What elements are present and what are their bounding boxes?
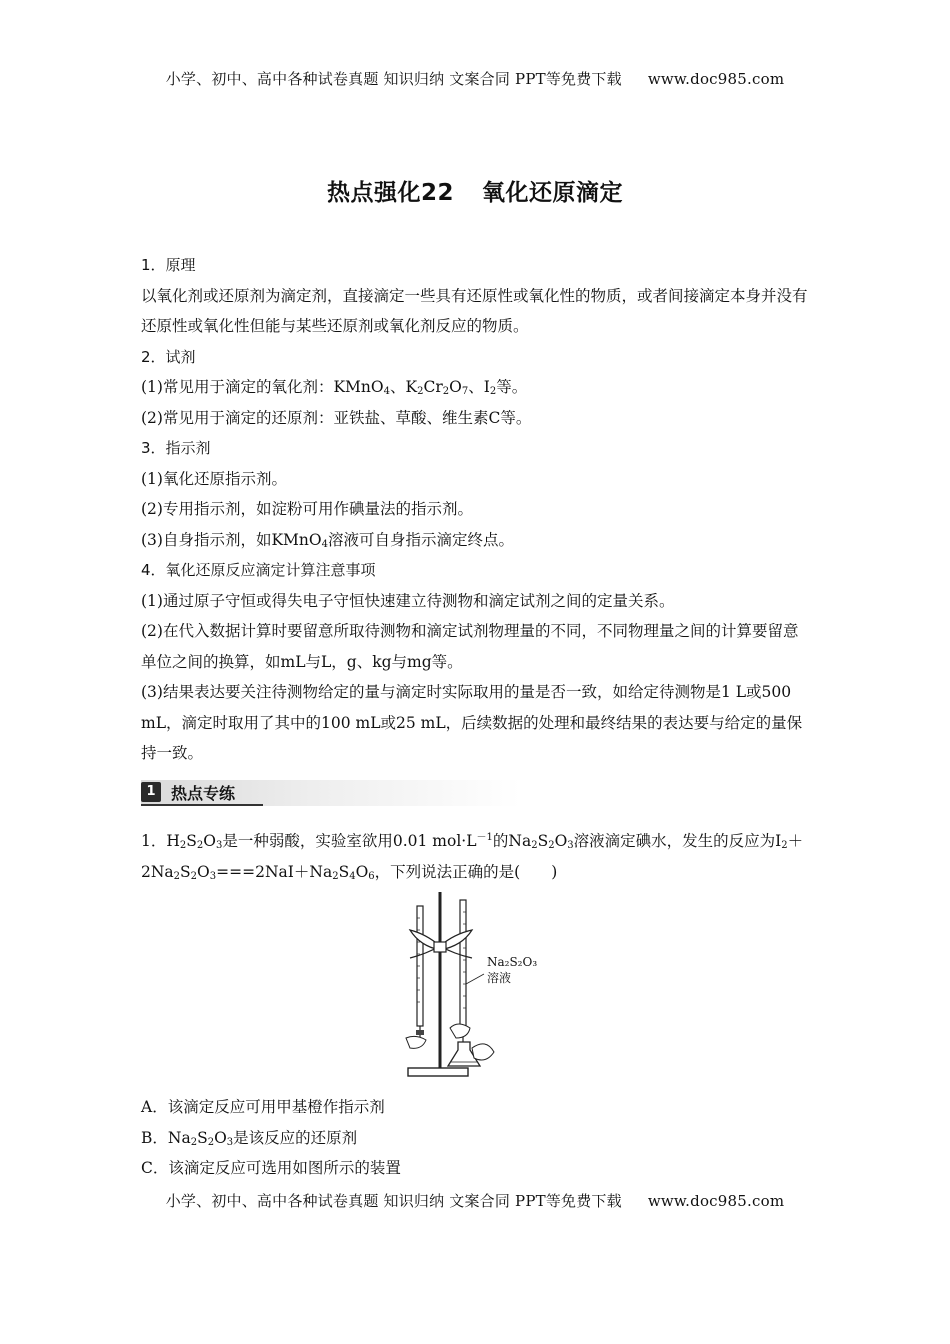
section-3-line-2: (2)专用指示剂，如淀粉可用作碘量法的指示剂。 xyxy=(141,500,473,518)
question-1-stem: 1．$H_2S_2O_3$是一种弱酸，实验室欲用0.01 $mol\cdot L^{-1}$的$Na_2S_2O_3$溶液滴定碘水，发生的反应为$I_2+2Na_2S_2O_3===2NaI+Na_2S_4O_6$，下列说法正确的是( ) xyxy=(141,832,804,882)
section-3-heading: 3．指示剂 xyxy=(141,439,211,457)
section-3-line-3: (3)自身指示剂，如KMnO$_4$溶液可自身指示滴定终点。 xyxy=(141,530,514,550)
figure-label-formula: Na₂S₂O₃ xyxy=(487,955,538,969)
section-4-line-1: (1)通过原子守恒或得失电子守恒快速建立待测物和滴定试剂之间的定量关系。 xyxy=(141,591,675,610)
section-4-heading: 4．氧化还原反应滴定计算注意事项 xyxy=(141,561,376,579)
title-left: 热点强化22 xyxy=(326,180,454,206)
option-a[interactable]: A．该滴定反应可用甲基橙作指示剂 xyxy=(141,1098,385,1116)
stand-base xyxy=(408,1068,468,1076)
section-2-line-1: (1)常见用于滴定的氧化剂：KMnO$_4$、$K_2Cr_2O_7$、$I_2$等。 xyxy=(141,378,528,397)
page-footer xyxy=(0,1190,950,1211)
header-site[interactable]: www.doc985.com xyxy=(647,70,785,88)
header-text: 小学、初中、高中各种试卷真题 知识归纳 文案合同 PPT等免费下载 xyxy=(165,70,622,88)
footer-text: 小学、初中、高中各种试卷真题 知识归纳 文案合同 PPT等免费下载 xyxy=(165,1192,622,1210)
page-title xyxy=(0,174,950,207)
question-1 xyxy=(141,826,813,887)
option-c[interactable]: C．该滴定反应可选用如图所示的装置 xyxy=(141,1159,401,1177)
section-3-line-1: (1)氧化还原指示剂。 xyxy=(141,469,287,488)
figure-label-text: 溶液 xyxy=(487,971,512,985)
section-1-heading: 1．原理 xyxy=(141,256,196,274)
title-right: 氧化还原滴定 xyxy=(482,180,623,206)
practice-label: 热点专练 xyxy=(171,784,236,803)
page-header xyxy=(0,68,950,89)
practice-section-bar xyxy=(141,780,521,806)
main-content xyxy=(141,250,813,769)
titration-apparatus-figure xyxy=(396,888,556,1083)
section-4-line-3: (3)结果表达要关注待测物给定的量与滴定时实际取用的量是否一致，如给定待测物是1 L或500 mL，滴定时取用了其中的100 mL或25 mL，后续数据的处理和最终结果的表达要与给定的量保持一致。 xyxy=(141,683,803,762)
practice-underline xyxy=(141,804,263,806)
titration-apparatus-drawing xyxy=(396,888,556,1083)
footer-site[interactable]: www.doc985.com xyxy=(647,1192,785,1210)
option-b[interactable]: B．$Na_2S_2O_3$是该反应的还原剂 xyxy=(141,1128,358,1148)
section-2-heading: 2．试剂 xyxy=(141,347,196,366)
section-1-body: 以氧化剂或还原剂为滴定剂，直接滴定一些具有还原性或氧化性的物质，或者间接滴定本身并没有还原性或氧化性但能与某些还原剂或氧化剂反应的物质。 xyxy=(141,286,808,335)
question-1-options xyxy=(141,1092,813,1184)
section-2-line-2: (2)常见用于滴定的还原剂：亚铁盐、草酸、维生素C等。 xyxy=(141,408,532,427)
practice-number-badge: 1 xyxy=(141,782,161,802)
right-burette xyxy=(460,900,466,1028)
section-4-line-2: (2)在代入数据计算时要留意所取待测物和滴定试剂物理量的不同，不同物理量之间的计算要留意单位之间的换算，如mL与L，g、kg与mg等。 xyxy=(141,622,799,671)
